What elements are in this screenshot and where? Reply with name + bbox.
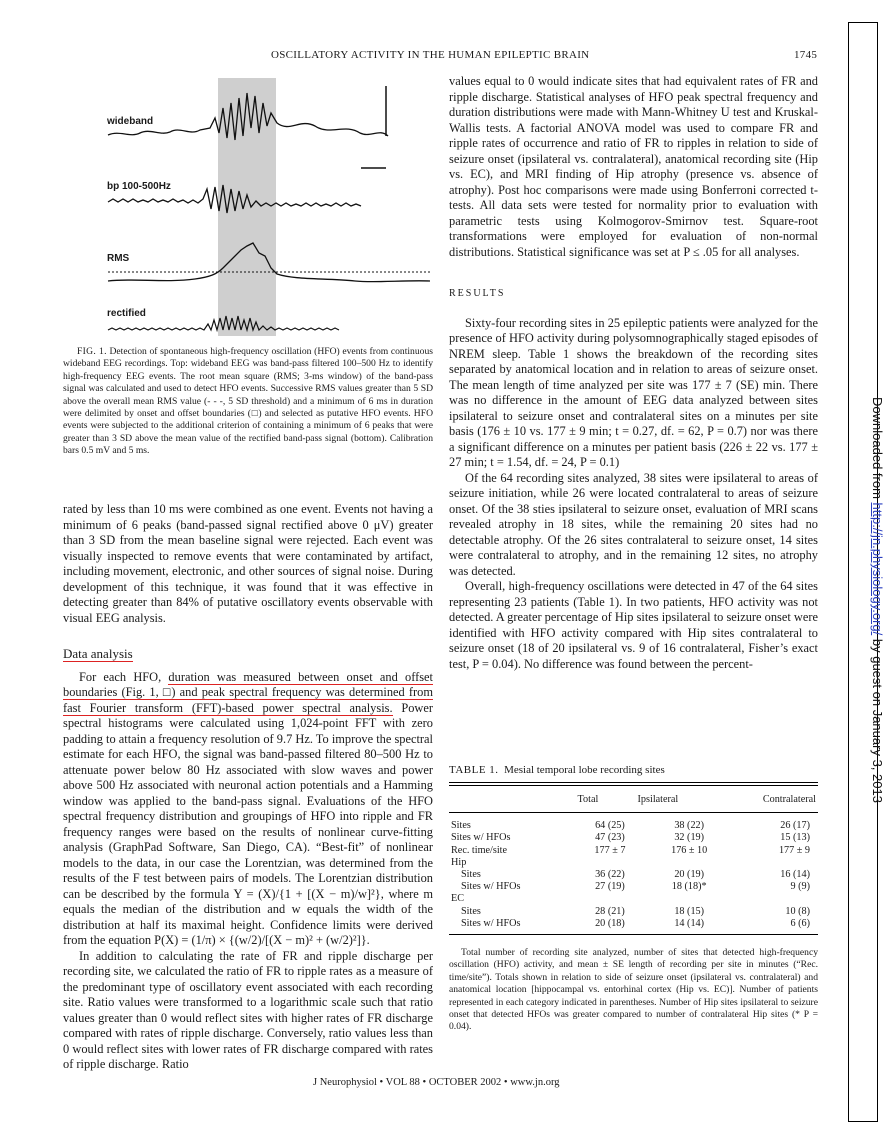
table-row xyxy=(449,869,818,881)
table-header-row xyxy=(449,794,818,806)
table-cell: 28 (21) xyxy=(595,905,625,917)
table-title xyxy=(449,764,818,776)
table-row xyxy=(449,832,818,844)
table-cell: 27 (19) xyxy=(595,881,625,893)
p2-start: For each HFO, xyxy=(79,669,169,684)
right-column xyxy=(449,74,818,672)
table-cell: 176 ± 10 xyxy=(671,844,708,856)
section-heading-data-analysis xyxy=(63,646,433,662)
table-row xyxy=(449,881,818,893)
right-paragraph-1: values equal to 0 would indicate sites that had equivalent rates of FR and ripple discharge. Statistical analyses of HFO peak spectral frequency and duration distributions were made with Mann-Whitney U test and Kruskal-Wallis tests. A factorial ANOVA model was used to compare FR and ripple rates of occurrence and ratio of FR to ripples in relation to side of seizure onset (ipsilateral vs. contralateral), anatomical recording site (Hip vs. EC), and MRI finding of Hip atrophy (presence vs. absence of atrophy). Post hoc comparisons were made using Bonferroni corrected t-tests. All data sets were tested for normality prior to evaluation with parametric tests using Kolmogorov-Smirnov test. Square-root transformations were employed for evaluation of non-normal distributions. Statistical significance was set at P ≤ .05 for all analyses. xyxy=(449,74,818,259)
table-cell: 47 (23) xyxy=(595,832,625,844)
table-row xyxy=(449,845,818,857)
table-cell: 20 (18) xyxy=(595,917,625,929)
label-rectified: rectified xyxy=(107,308,146,319)
table-cell: 177 ± 9 xyxy=(778,844,810,856)
row-label: Hip xyxy=(451,856,467,868)
figure-traces xyxy=(105,78,435,340)
col-total: Total xyxy=(577,794,599,805)
table-row xyxy=(449,857,818,869)
right-paragraph-2: Sixty-four recording sites in 25 epileptic patients were analyzed for the presence of HFO activity during polysomnographically staged episodes of NREM sleep. Table 1 shows the breakdown of the recording sites separated by anatomical location and in relation to areas of seizure onset. The mean length of time analyzed per site was 177 ± 7 (SE) min. There was no difference in the amount of EEG data analyzed between sites ipsilateral to seizure onset and contralateral sites on a minutes per site basis (176 ± 10 vs. 177 ± 9 min; t = 0.27, df. = 62, P = 0.7) nor was there a significant difference on a minutes per patient basis (226 ± 22 vs. 177 ± 27 min; t = 1.54, df. = 24, P = 0.1) xyxy=(449,315,818,469)
table-cell xyxy=(647,893,732,905)
p2-end: Power spectral histograms were calculated using 1,024-point FFT with zero padding to attain a frequency resolution of 9.7 Hz. To improve the spectral estimate for each HFO, the signal was band-passed filtered 80–500 Hz to attenuate power below 80 Hz associated with slow waves and power above 500 Hz associated with neuronal action potentials and a Hamming window was applied to the band-pass signal. Evaluations of the HFO spectral frequency distribution and groupings of HFO into ripple and FR frequency ranges were based on the results of nonlinear curve-fitting analysis (GraphPad Software, San Diego, CA). “Best-fit” of nonlinear models to the data, in our case the Lorentzian, was determined from the results of the F test between pairs of models. The Lorentzian distribution can be described by the formula Y = (X)/{1 + [(X − m)/w]²}, where m equals the median of the distribution and w equals the width of the distribution at half its maximal height. Confidence limits were derived from the equation P(X) = (1/π) × {(w/2)/[(X − m)² + (w/2)²]}. xyxy=(63,700,434,947)
col-ipsilateral: Ipsilateral xyxy=(637,794,679,805)
row-label: Sites w/ HFOs xyxy=(461,881,521,893)
label-bandpass: bp 100-500Hz xyxy=(107,181,171,192)
table-cell: 14 (14) xyxy=(674,917,705,929)
table-cell: 26 (17) xyxy=(780,820,810,832)
right-paragraph-4: Overall, high-frequency oscillations were detected in 47 of the 64 sites representing 23 patients (Table 1). In two patients, HFO activity was not detected. A greater percentage of Hip sites ipsilateral to seizure onset were identified with HFO activity compared with Hip sites contralateral to seizure onset (18 of 20 ipsilateral vs. 9 of 16 contralateral, Fisher’s exact test, P = 0.04). No difference was found between the percent- xyxy=(449,579,818,671)
figure-caption xyxy=(63,346,433,458)
row-label: Rec. time/site xyxy=(451,844,508,856)
col-contralateral: Contralateral xyxy=(762,794,816,805)
table-cell xyxy=(731,857,818,869)
table-cell: 10 (8) xyxy=(785,905,810,917)
row-label: Sites xyxy=(461,869,481,881)
left-paragraph-1: rated by less than 10 ms were combined as one event. Events not having a minimum of 6 peaks (band-passed signal rectified above 0 μV) greater than 3 SD from the mean baseline signal were rejected. Each event was visually inspected to remove events that were contaminated by artifact, including movement, electronic, and other sources of signal noise. During development of this technique, it was found that it was effective in detecting greater than 84% of putative oscillatory events observable with visual EEG analysis. xyxy=(63,502,433,625)
label-rms: RMS xyxy=(107,253,130,264)
row-label: Sites xyxy=(461,905,481,917)
left-column xyxy=(63,502,433,1073)
table-note: Total number of recording site analyzed, number of sites that detected high-frequency oscillation (HFO) activity, and mean ± SE length of recording per site in minutes (“Rec. time/site”). Totals shown in relation to side of seizure onset (ipsilateral vs. contralateral) and anatomical location [hippocampal vs. entorhinal cortex (Hip vs. EC)]. Number of patients represented in each category indicated in parentheses. Number of Hip sites ipsilateral to seizure onset that detected HFOs was greater compared to number of contralateral Hip sites (* P = 0.04). xyxy=(449,947,818,1033)
table-cell: 15 (13) xyxy=(780,832,810,844)
table-cell xyxy=(731,893,818,905)
row-label: EC xyxy=(451,893,465,905)
table-cell xyxy=(573,893,647,905)
table-body xyxy=(449,794,818,806)
caption-text: Detection of spontaneous high-frequency oscillation (HFO) events from continuous wideband EEG recordings. Top: wideband EEG was band-pass filtered 100–500 Hz to identify high-frequency EEG events. The root mean square (RMS; 3-ms window) of the band-pass signal was calculated and used to detect HFO events. Successive RMS values greater than 5 SD above the overall mean RMS value (- - -, 5 SD threshold) and a minimum of 6 ms in duration were delimited by onset and offset boundaries (□) and selected as putative HFO events. HFO events were subjected to the additional criterion of containing a minimum of 6 peaks that were greater than 3 SD above the mean value of the rectified band-pass signal (bottom). Calibration bars 0.5 mV and 5 ms. xyxy=(63,346,433,457)
table-cell: 38 (22) xyxy=(674,820,705,832)
download-link[interactable]: http://jn.physiology.org/ xyxy=(870,502,885,636)
table-bottom-rule xyxy=(449,934,818,935)
right-paragraph-3: Of the 64 recording sites analyzed, 38 sites were ipsilateral to areas of seizure initiation, while 26 were located contralateral to areas of seizure onset. Of the 38 sties ipsilateral to seizure onset, evaluation of MRI scans revealed atrophy in 18 sites, while the remaining 20 sites had no detectable atrophy. Of the 26 sites contralateral to seizure onset, 14 sites were contralateral to atrophy, and in the remaining 12 sites, no atrophy was detected. xyxy=(449,470,818,578)
table-mid-rule xyxy=(449,812,818,813)
table-row xyxy=(449,820,818,832)
caption-lead: FIG. 1. xyxy=(77,346,107,357)
table-cell: 18 (15) xyxy=(674,905,705,917)
row-label: Sites w/ HFOs xyxy=(451,832,511,844)
left-paragraph-3: In addition to calculating the rate of FR and ripple discharge per recording site, we calculated the ratio of FR to ripple rates as a measure of the predominant type of oscillatory event associated with each recording site. Ratio values were transformed to a logarithmic scale such that ratio values greater than 0 would reflect sites with higher rates of FR discharge compared with rates of ripple discharge. Conversely, ratio values less than 0 would reflect sites with lower rates of FR discharge compared with rates of ripple discharge. Ratio xyxy=(63,948,433,1071)
table-cell xyxy=(573,857,647,869)
table-cell: 64 (25) xyxy=(595,820,625,832)
row-label: Sites w/ HFOs xyxy=(461,917,521,929)
p2-highlighted: duration was measured between onset and offset boundaries (Fig. 1, □) and peak spectral frequency was determined from fast Fourier transform (FFT)-based power spectral analysis. xyxy=(63,669,434,715)
row-label: Sites xyxy=(451,820,471,832)
figure-1 xyxy=(105,78,435,340)
page-number: 1745 xyxy=(794,49,818,61)
table-top-rule xyxy=(449,782,818,786)
table-1 xyxy=(449,764,818,1034)
table-label: TABLE 1. xyxy=(449,764,499,776)
table-cell: 177 ± 7 xyxy=(594,844,626,856)
table-cell: 32 (19) xyxy=(674,832,705,844)
table-row xyxy=(449,906,818,918)
left-paragraph-2 xyxy=(63,670,433,949)
table-row xyxy=(449,893,818,905)
table-cell: 20 (19) xyxy=(674,869,705,881)
table-cell: 9 (9) xyxy=(790,881,810,893)
heading-text: Data analysis xyxy=(63,646,133,661)
table-title-text: Mesial temporal lobe recording sites xyxy=(504,764,665,776)
table-rows xyxy=(449,820,818,930)
table-cell: 36 (22) xyxy=(595,869,625,881)
table-row xyxy=(449,918,818,930)
table-cell xyxy=(647,857,732,869)
label-wideband: wideband xyxy=(107,116,154,127)
footer: J Neurophysiol • VOL 88 • OCTOBER 2002 • www.jn.org xyxy=(313,1077,560,1088)
table-cell: 18 (18)* xyxy=(671,881,707,893)
table-cell: 16 (14) xyxy=(780,869,810,881)
section-heading-results: RESULTS xyxy=(449,288,506,299)
running-title: OSCILLATORY ACTIVITY IN THE HUMAN EPILEPTIC BRAIN xyxy=(271,49,590,61)
table-cell: 6 (6) xyxy=(790,917,810,929)
